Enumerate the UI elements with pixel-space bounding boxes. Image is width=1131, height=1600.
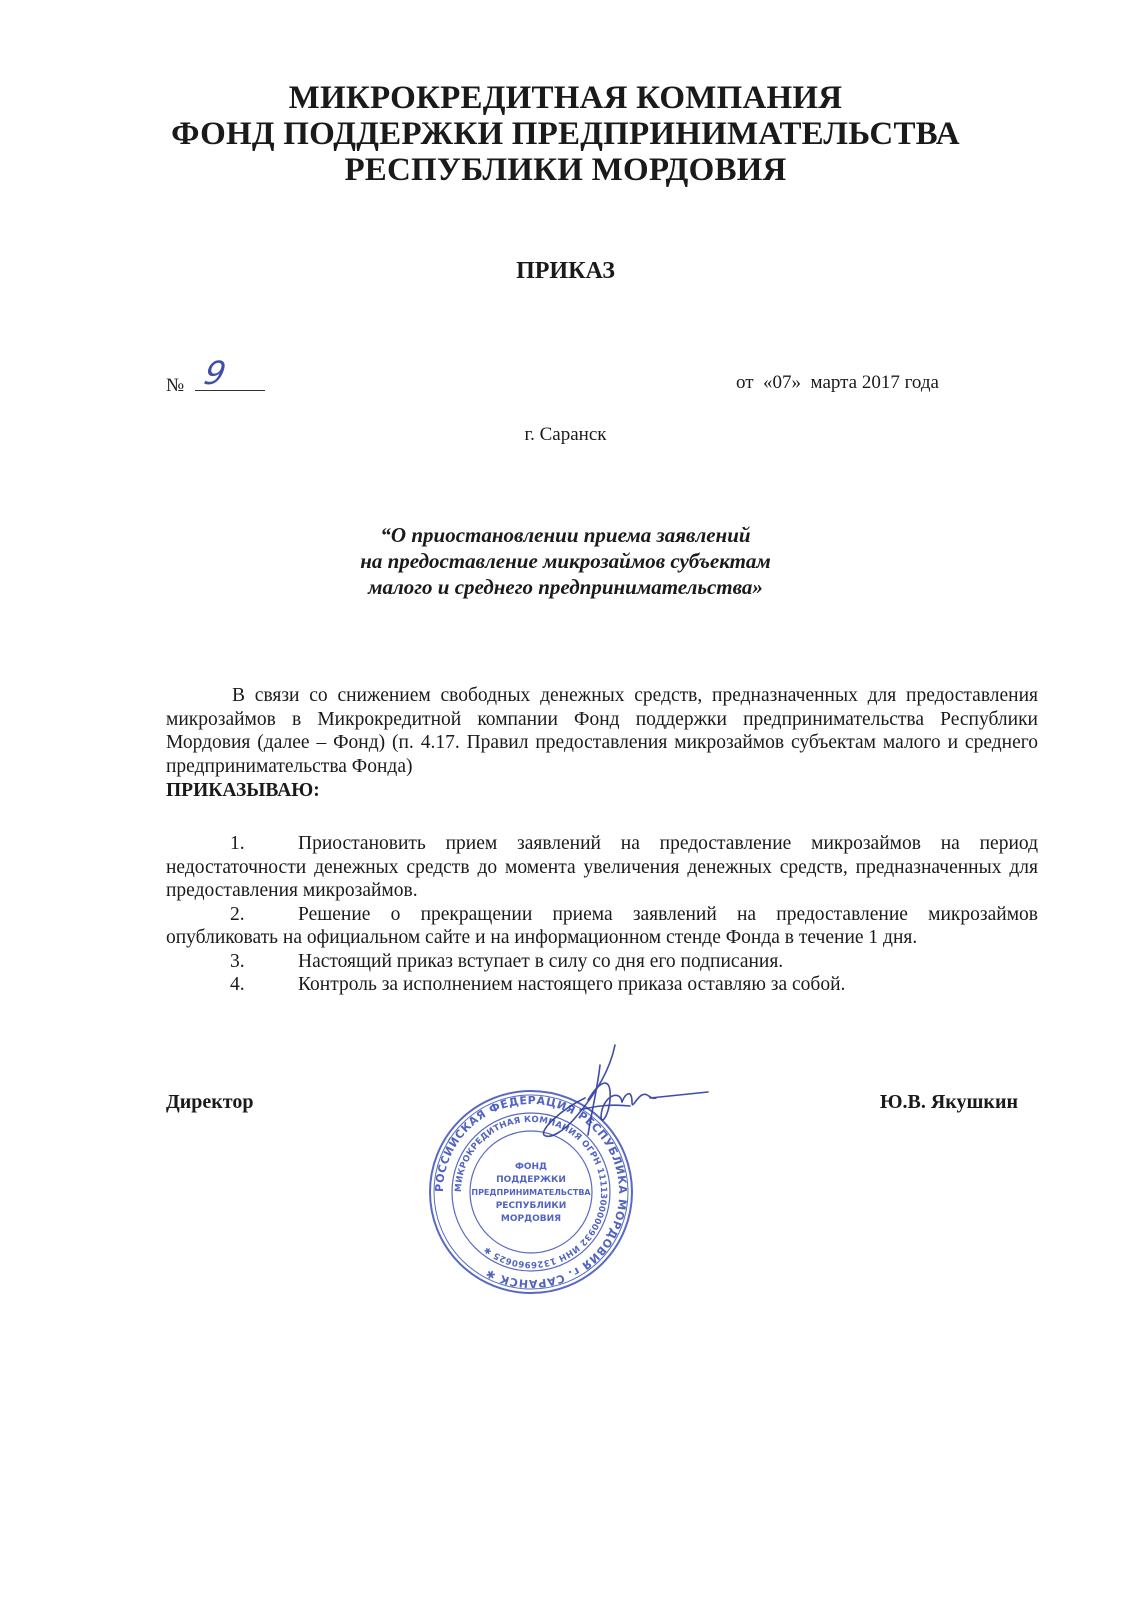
svg-text:МОРДОВИЯ: МОРДОВИЯ — [500, 1214, 562, 1224]
subject-line-2: на предоставление микрозаймов субъектам — [360, 549, 771, 573]
document-city: г. Саранск — [524, 424, 607, 445]
svg-text:РЕСПУБЛИКИ: РЕСПУБЛИКИ — [495, 1201, 567, 1211]
number-underline — [195, 354, 265, 392]
order-item-text: Приостановить прием заявлений на предоставление микрозаймов на период недостаточности денежных средств до момента увеличения денежных средств, предназначенных для предоставления микрозаймов. — [166, 833, 1038, 901]
org-name-line-3: РЕСПУБЛИКИ МОРДОВИЯ — [344, 152, 787, 188]
svg-text:МИКРОКРЕДИТНАЯ КОМПАНИЯ ОГРН 1: МИКРОКРЕДИТНАЯ КОМПАНИЯ ОГРН 1111300000932 ИНН 1326960625 ✱ — [453, 1114, 609, 1270]
order-item-number: 1. — [230, 833, 245, 854]
order-item-text: Решение о прекращении приема заявлений на предоставление микрозаймов опубликовать на официальном сайте и на информационном стенде Фонда в течение 1 дня. — [166, 903, 1038, 948]
order-item — [166, 832, 1038, 903]
signatory-role: Директор — [166, 1091, 254, 1113]
order-item-text: Контроль за исполнением настоящего приказа оставляю за собой. — [298, 974, 846, 995]
order-item — [166, 973, 1038, 997]
number-sign: № — [166, 375, 185, 396]
order-items-list — [166, 832, 1038, 997]
document-type-title: ПРИКАЗ — [516, 258, 615, 284]
order-item-text: Настоящий приказ вступает в силу со дня его подписания. — [298, 950, 784, 972]
order-keyword: ПРИКАЗЫВАЮ: — [166, 780, 320, 801]
order-item-number: 3. — [230, 950, 245, 972]
document-number — [166, 354, 265, 397]
svg-text:РОССИЙСКАЯ ФЕДЕРАЦИЯ РЕСПУБЛИК: РОССИЙСКАЯ ФЕДЕРАЦИЯ РЕСПУБЛИКА МОРДОВИЯ г. САРАНСК ✱ — [432, 1093, 630, 1291]
order-item-number: 2. — [230, 903, 245, 925]
signatory-name: Ю.В. Якушкин — [880, 1091, 1018, 1113]
svg-text:ПРЕДПРИНИМАТЕЛЬСТВА: ПРЕДПРИНИМАТЕЛЬСТВА — [471, 1188, 591, 1197]
subject-line-3: малого и среднего предпринимательства» — [368, 575, 763, 599]
handwritten-signature — [540, 1040, 715, 1150]
preamble-paragraph: В связи со снижением свободных денежных средств, предназначенных для предоставления микрозаймов в Микрокредитной компании Фонд поддержки предпринимательства Республики Мордовия (далее – Фонд) (п. 4.17. Правил предоставления микрозаймов субъектам малого и среднего предпринимательства Фонда) — [166, 685, 1038, 777]
document-subject — [0, 522, 1131, 600]
org-name-line-2: ФОНД ПОДДЕРЖКИ ПРЕДПРИНИМАТЕЛЬСТВА — [171, 116, 960, 152]
order-item — [166, 903, 1038, 950]
order-item-number: 4. — [230, 974, 245, 995]
order-item — [166, 950, 1038, 974]
handwritten-number: 9 — [200, 354, 230, 392]
subject-line-1: “О приостановлении приема заявлений — [380, 523, 751, 547]
document-date: от «07» марта 2017 года — [736, 372, 939, 393]
org-name-line-1: МИКРОКРЕДИТНАЯ КОМПАНИЯ — [288, 80, 843, 116]
svg-text:ФОНД: ФОНД — [514, 1162, 548, 1172]
svg-text:ПОДДЕРЖКИ: ПОДДЕРЖКИ — [496, 1175, 566, 1185]
